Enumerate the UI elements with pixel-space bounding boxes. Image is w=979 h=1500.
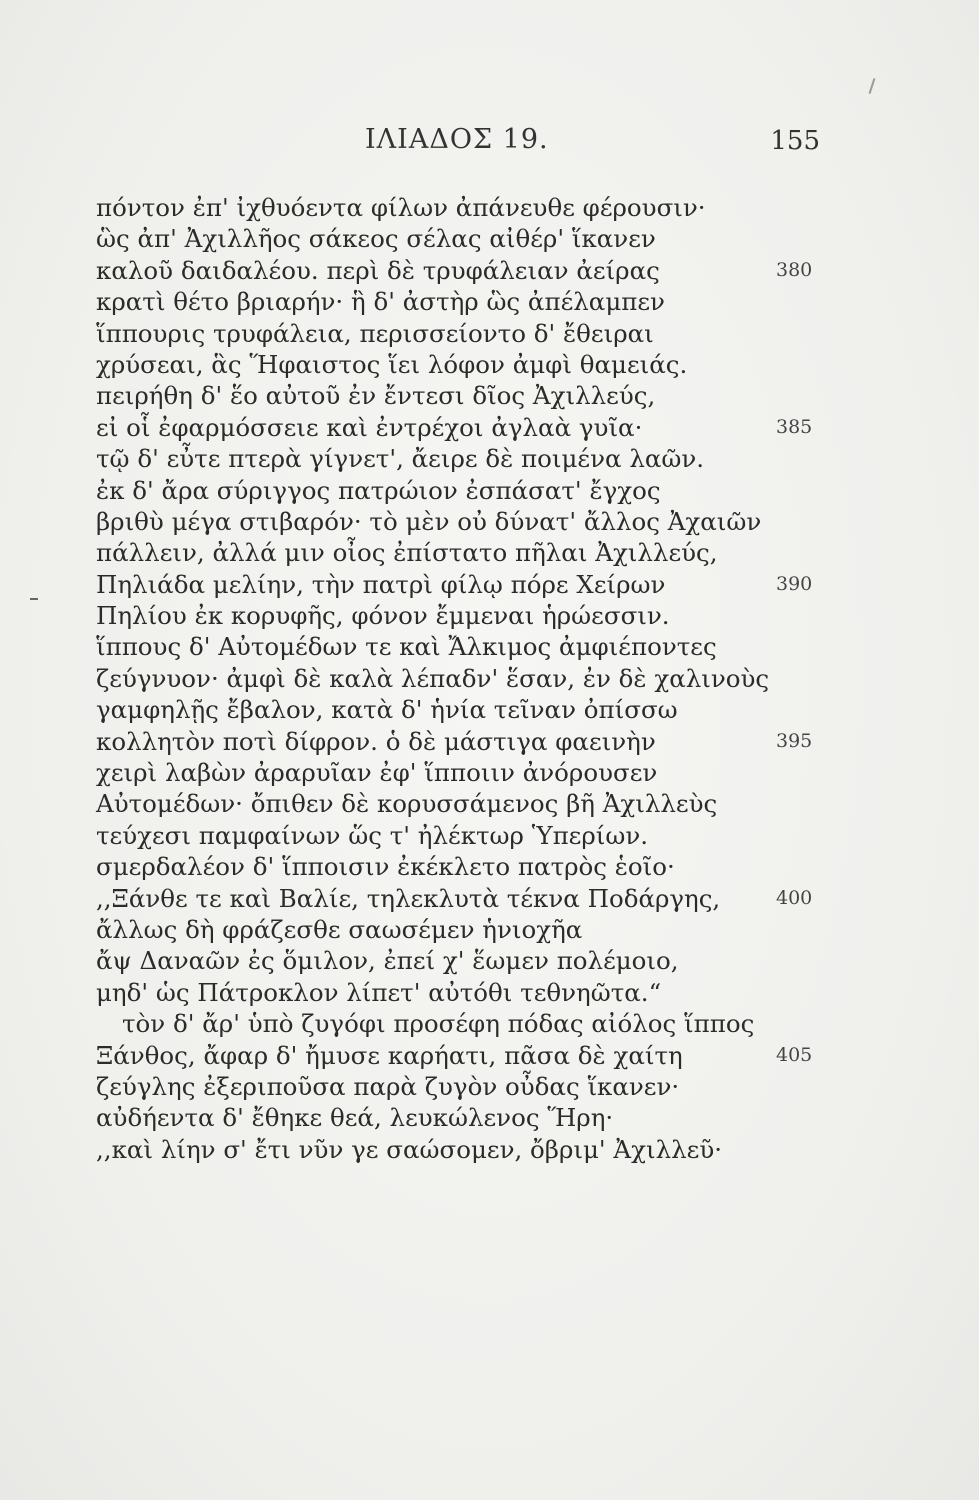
verse-text: ἵππουρις τρυφάλεια, περισσείοντο δ' ἔθειραι bbox=[96, 318, 654, 348]
verse-text: Αὐτομέδων· ὄπιθεν δὲ κορυσσάμενος βῆ Ἀχιλλεὺς bbox=[96, 789, 718, 819]
page-number: 155 bbox=[770, 126, 820, 156]
verse-text: Πηλίου ἐκ κορυφῆς, φόνον ἔμμεναι ἡρώεσσιν. bbox=[96, 601, 670, 631]
line-number: 390 bbox=[776, 572, 813, 595]
verse-line bbox=[96, 443, 836, 474]
verse-text: Ξάνθος, ἄφαρ δ' ἤμυσε καρήατι, πᾶσα δὲ χαίτη bbox=[96, 1040, 683, 1070]
verse-line bbox=[96, 914, 836, 945]
verse-line bbox=[96, 726, 836, 757]
verse-line bbox=[96, 1008, 836, 1039]
verse-line bbox=[96, 883, 836, 914]
verse-line bbox=[96, 192, 836, 223]
verse-text: κολλητὸν ποτὶ δίφρον. ὁ δὲ μάστιγα φαεινὴν bbox=[96, 726, 656, 756]
verse-text: πειρήθη δ' ἕο αὐτοῦ ἐν ἔντεσι δῖος Ἀχιλλεύς, bbox=[96, 381, 656, 411]
verse-block bbox=[96, 192, 836, 1165]
verse-line bbox=[96, 412, 836, 443]
line-number: 380 bbox=[776, 258, 813, 281]
verse-text: τεύχεσι παμφαίνων ὥς τ' ἠλέκτωρ Ὑπερίων. bbox=[96, 820, 649, 850]
line-number: 385 bbox=[776, 415, 813, 438]
running-title: ΙΛΙΑΔΟΣ 19. bbox=[365, 124, 549, 155]
verse-text: ἄψ Δαναῶν ἐς ὅμιλον, ἐπεί χ' ἕωμεν πολέμοιο, bbox=[96, 946, 679, 976]
verse-text: χρύσεαι, ἃς Ἥφαιστος ἵει λόφον ἀμφὶ θαμειάς. bbox=[96, 349, 688, 379]
verse-line bbox=[96, 1102, 836, 1133]
verse-line bbox=[96, 1040, 836, 1071]
verse-line bbox=[96, 537, 836, 568]
verse-line bbox=[96, 286, 836, 317]
verse-line bbox=[96, 1071, 836, 1102]
verse-text: πόντον ἐπ' ἰχθυόεντα φίλων ἀπάνευθε φέρουσιν· bbox=[96, 193, 706, 222]
verse-line bbox=[96, 757, 836, 788]
verse-text: Πηλιάδα μελίην, τὴν πατρὶ φίλῳ πόρε Χείρων bbox=[96, 569, 666, 599]
verse-text: βριθὺ μέγα στιβαρόν· τὸ μὲν οὐ δύνατ' ἄλλος Ἀχαιῶν bbox=[96, 506, 762, 536]
verse-line bbox=[96, 851, 836, 882]
verse-text: σμερδαλέον δ' ἵπποισιν ἐκέκλετο πατρὸς ἑοῖο· bbox=[96, 852, 675, 882]
line-number: 405 bbox=[776, 1043, 813, 1066]
verse-text: κρατὶ θέτο βριαρήν· ἣ δ' ἀστὴρ ὣς ἀπέλαμπεν bbox=[96, 287, 665, 317]
verse-text: τῷ δ' εὖτε πτερὰ γίγνετ', ἄειρε δὲ ποιμένα λαῶν. bbox=[96, 444, 705, 474]
verse-text: αὐδήεντα δ' ἔθηκε θεά, λευκώλενος Ἥρη· bbox=[96, 1103, 614, 1133]
verse-text: πάλλειν, ἀλλά μιν οἶος ἐπίστατο πῆλαι Ἀχιλλεύς, bbox=[96, 538, 718, 568]
verse-text: ὣς ἀπ' Ἀχιλλῆος σάκεος σέλας αἰθέρ' ἵκανεν bbox=[96, 224, 656, 254]
verse-line bbox=[96, 475, 836, 506]
verse-line bbox=[96, 600, 836, 631]
verse-text: ζεύγλης ἐξεριποῦσα παρὰ ζυγὸν οὖδας ἵκανεν· bbox=[96, 1071, 680, 1101]
verse-text: καλοῦ δαιδαλέου. περὶ δὲ τρυφάλειαν ἀείρας bbox=[96, 255, 660, 285]
corner-mark bbox=[869, 78, 876, 94]
verse-line bbox=[96, 380, 836, 411]
verse-text: ἵππους δ' Αὐτομέδων τε καὶ Ἄλκιμος ἀμφιέποντες bbox=[96, 632, 717, 662]
verse-text: τὸν δ' ἄρ' ὑπὸ ζυγόφι προσέφη πόδας αἰόλος ἵππος bbox=[122, 1009, 755, 1039]
verse-line bbox=[96, 223, 836, 254]
verse-text: ,,καὶ λίην σ' ἔτι νῦν γε σαώσομεν, ὄβριμ' Ἀχιλλεῦ· bbox=[96, 1134, 723, 1164]
verse-text: μηδ' ὡς Πάτροκλον λίπετ' αὐτόθι τεθνηῶτα.“ bbox=[96, 977, 662, 1007]
verse-line bbox=[96, 349, 836, 380]
page-header bbox=[95, 124, 830, 164]
verse-line bbox=[96, 318, 836, 349]
margin-mark bbox=[30, 598, 38, 600]
verse-line bbox=[96, 820, 836, 851]
verse-line bbox=[96, 631, 836, 662]
verse-line bbox=[96, 788, 836, 819]
verse-line bbox=[96, 506, 836, 537]
line-number: 400 bbox=[776, 886, 813, 909]
verse-line bbox=[96, 569, 836, 600]
verse-line bbox=[96, 694, 836, 725]
verse-text: ἐκ δ' ἄρα σύριγγος πατρώιον ἐσπάσατ' ἔγχος bbox=[96, 475, 661, 505]
verse-text: γαμφηλῇς ἔβαλον, κατὰ δ' ἡνία τεῖναν ὀπίσσω bbox=[96, 695, 678, 725]
verse-line bbox=[96, 255, 836, 286]
verse-line bbox=[96, 977, 836, 1008]
verse-text: χειρὶ λαβὼν ἀραρυῖαν ἐφ' ἵπποιιν ἀνόρουσεν bbox=[96, 758, 658, 788]
verse-text: ζεύγνυον· ἀμφὶ δὲ καλὰ λέπαδν' ἕσαν, ἐν δὲ χαλινοὺς bbox=[96, 663, 770, 693]
verse-line bbox=[96, 1134, 836, 1165]
line-number: 395 bbox=[776, 729, 813, 752]
verse-text: ἄλλως δὴ φράζεσθε σαωσέμεν ἡνιοχῆα bbox=[96, 914, 583, 944]
verse-text: ,,Ξάνθε τε καὶ Βαλίε, τηλεκλυτὰ τέκνα Ποδάργης, bbox=[96, 883, 721, 913]
verse-text: εἰ οἷ ἐφαρμόσσειε καὶ ἐντρέχοι ἀγλαὰ γυῖα· bbox=[96, 412, 643, 442]
verse-line bbox=[96, 663, 836, 694]
verse-line bbox=[96, 945, 836, 976]
